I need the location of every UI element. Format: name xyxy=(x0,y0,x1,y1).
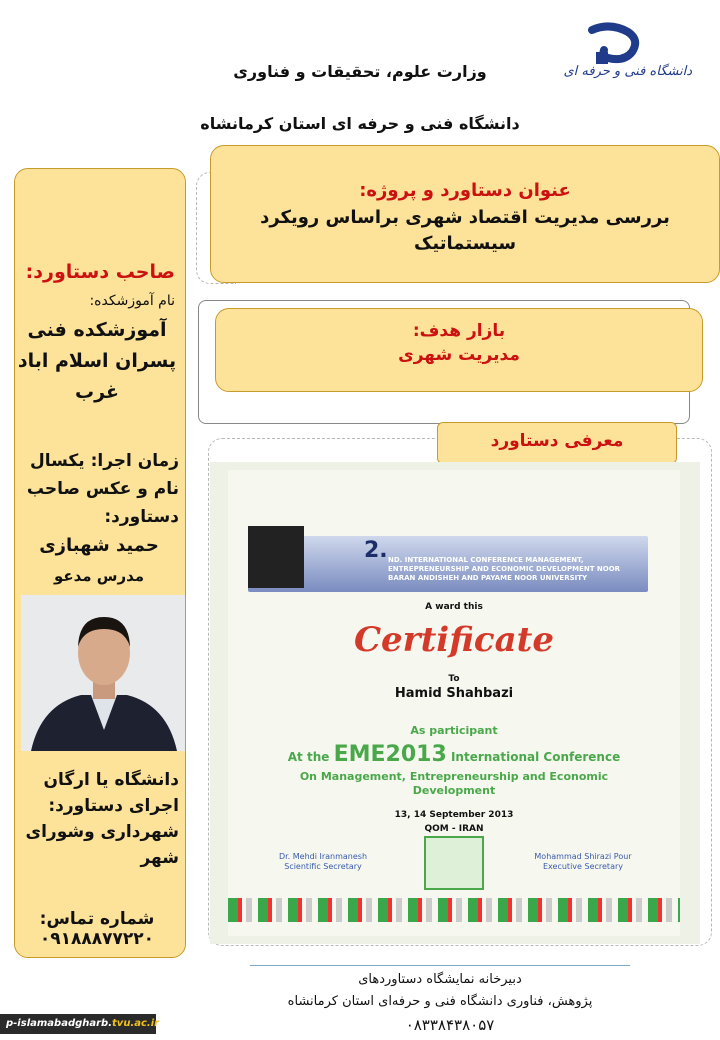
sig1-name: Dr. Mehdi Iranmanesh xyxy=(278,852,368,861)
certificate-paper xyxy=(228,470,680,936)
phone-label: شماره تماس: xyxy=(39,909,155,929)
achievement-title-box xyxy=(210,145,720,283)
certificate-banner-text: ND. INTERNATIONAL CONFERENCE MANAGEMENT, ENTREPRENEURSHIP AND ECONOMIC DEVELOPMENT NOOR BARAN ANDISHEH AND PAYAME NOOR UNIVERSITY xyxy=(388,556,621,582)
certificate-recipient: Hamid Shahbazi xyxy=(394,686,514,701)
certificate-to: To xyxy=(448,674,460,684)
achievement-title-label: عنوان دستاورد و پروژه: xyxy=(359,180,571,201)
certificate-conference xyxy=(228,742,680,767)
institute-name: آموزشکده فنی پسران اسلام اباد غرب xyxy=(17,319,177,403)
sig1-role: Scientific Secretary xyxy=(284,862,362,871)
owner-role: مدرس مدعو xyxy=(53,567,145,585)
institute-label: نام آموزشکده: xyxy=(89,293,175,309)
certificate-award: A ward this xyxy=(425,602,483,612)
target-market-box xyxy=(215,308,703,392)
owner-name: حمید شهبازی xyxy=(39,535,159,556)
phone-number: ۰۹۱۸۸۸۷۷۲۲۰ xyxy=(39,929,155,949)
footer-divider xyxy=(250,965,630,966)
footer-phone: ۰۸۳۳۸۴۳۸۰۵۷ xyxy=(405,1016,495,1034)
owner-photo xyxy=(21,595,186,751)
owner-title: صاحب دستاورد: xyxy=(25,261,175,283)
university-logo xyxy=(540,22,700,92)
certificate-at-the: At the xyxy=(287,750,330,764)
sig2-role: Executive Secretary xyxy=(543,862,623,871)
owner-sidebar xyxy=(14,168,186,958)
intro-label: معرفی دستاورد xyxy=(437,422,677,464)
certificate-date: 13, 14 September 2013 xyxy=(394,810,514,820)
conference-logo-icon xyxy=(424,836,484,890)
certificate-place: QOM - IRAN xyxy=(424,824,484,834)
site-url[interactable] xyxy=(0,1014,160,1034)
achievement-title-text: بررسی مدیریت اقتصاد شهری براساس رویکرد سیستماتیک xyxy=(260,207,670,254)
certificate-eme: EME2013 xyxy=(333,742,447,767)
certificate-signature-2 xyxy=(518,852,648,872)
certificate-signature-1 xyxy=(268,852,378,872)
logo-text: دانشگاه فنی و حرفه ای xyxy=(563,64,692,79)
sig2-name: Mohammad Shirazi Pour xyxy=(534,852,632,861)
qr-code-icon xyxy=(248,526,304,588)
target-market-label: بازار هدف: xyxy=(412,321,506,341)
ministry-title: وزارت علوم، تحقیقات و فناوری xyxy=(233,62,487,81)
university-title: دانشگاه فنی و حرفه ای استان کرمانشاه xyxy=(200,114,520,133)
certificate-topic: On Management, Entrepreneurship and Economic Development xyxy=(299,770,609,797)
certificate-intl: International Conference xyxy=(450,750,621,764)
certificate-banner-number: 2. xyxy=(364,538,388,563)
target-market-value: مدیریت شهری xyxy=(398,345,520,365)
certificate-title: Certificate xyxy=(353,620,554,660)
phone-block xyxy=(15,909,179,949)
certificate-participant: As participant xyxy=(410,724,498,737)
run-time-text: زمان اجرا: یکسال نام و عکس صاحب دستاورد: xyxy=(26,451,179,527)
certificate-decor-strip xyxy=(228,898,680,922)
certificate-image xyxy=(210,462,700,944)
site-url-domain: tvu.ac.ir xyxy=(112,1018,160,1029)
organization-text: دانشگاه یا ارگان اجرای دستاورد: شهرداری وشورای شهر xyxy=(25,770,179,868)
footer-line-2: پژوهش، فناوری دانشگاه فنی و حرفه‌ای استان کرمانشاه xyxy=(287,994,593,1009)
footer-line-1: دبیرخانه نمایشگاه دستاوردهای xyxy=(358,972,522,987)
site-url-prefix: p-islamabadgharb. xyxy=(6,1018,113,1029)
